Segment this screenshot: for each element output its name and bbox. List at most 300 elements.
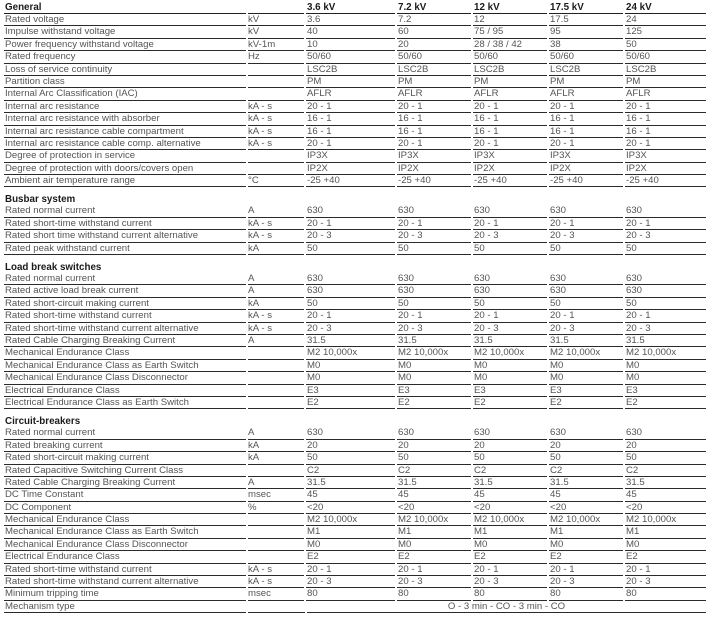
- row-value: -25 +40: [550, 175, 583, 187]
- row-unit: Hz: [248, 51, 260, 63]
- row-value: 20: [550, 439, 561, 451]
- row-value: M1: [550, 526, 564, 538]
- row-label: Rated peak withstand current: [5, 242, 130, 254]
- column-gap: [471, 230, 473, 242]
- column-gap: [395, 76, 397, 88]
- row-value: 31.5: [474, 334, 493, 346]
- column-header-voltage: 3.6 kV: [307, 2, 336, 13]
- column-gap: [471, 465, 473, 477]
- column-gap: [395, 502, 397, 514]
- column-gap: [304, 64, 306, 76]
- column-gap: [547, 76, 549, 88]
- column-gap: [623, 138, 625, 150]
- row-value: 7.2: [398, 14, 412, 25]
- column-gap: [623, 205, 625, 217]
- column-gap: [304, 138, 306, 150]
- row-value: 20 - 3: [398, 576, 423, 588]
- row-value: M1: [474, 526, 488, 538]
- row-value: E2: [474, 551, 486, 563]
- column-gap: [547, 88, 549, 100]
- column-gap: [304, 14, 306, 26]
- column-gap: [547, 514, 549, 526]
- row-unit: kA - s: [248, 230, 272, 242]
- row-value: M0: [550, 538, 564, 550]
- row-value: IP2X: [626, 162, 647, 174]
- row-value: 20 - 1: [550, 310, 575, 322]
- column-gap: [623, 323, 625, 335]
- column-gap: [246, 452, 248, 464]
- column-gap: [246, 243, 248, 255]
- column-gap: [246, 205, 248, 217]
- column-gap: [471, 372, 473, 384]
- column-gap: [471, 126, 473, 138]
- row-value: 20 - 1: [398, 100, 423, 112]
- column-gap: [623, 175, 625, 187]
- row-value: E2: [550, 551, 562, 563]
- row-unit: kA - s: [248, 322, 272, 334]
- column-gap: [246, 335, 248, 347]
- row-value: 20 - 1: [626, 217, 651, 229]
- column-gap: [471, 26, 473, 38]
- row-value: 45: [307, 489, 318, 501]
- column-gap: [304, 576, 306, 588]
- row-label: Electrical Endurance Class as Earth Switch: [5, 396, 189, 408]
- row-value: 20 - 1: [474, 100, 499, 112]
- table-row: [4, 126, 706, 138]
- row-label: Loss of service continuity: [5, 63, 113, 75]
- column-gap: [623, 360, 625, 372]
- row-value: C2: [550, 464, 563, 476]
- column-gap: [471, 477, 473, 489]
- row-value: IP3X: [474, 150, 495, 162]
- column-gap: [471, 489, 473, 501]
- column-gap: [547, 335, 549, 347]
- column-gap: [623, 218, 625, 230]
- row-label: Rated Capacitive Switching Current Class: [5, 464, 184, 476]
- row-value: 20 - 3: [550, 322, 575, 334]
- row-value: M0: [626, 372, 640, 384]
- row-value: 80: [398, 588, 409, 600]
- column-gap: [304, 310, 306, 322]
- row-value: 20 - 1: [307, 137, 332, 149]
- row-value: 630: [550, 427, 567, 439]
- column-gap: [471, 360, 473, 372]
- row-unit: A: [248, 273, 255, 285]
- column-gap: [623, 26, 625, 38]
- section-general: [4, 2, 706, 187]
- column-gap: [305, 601, 307, 613]
- row-value-span: O - 3 min - CO - 3 min - CO: [447, 600, 566, 612]
- column-gap: [246, 298, 248, 310]
- column-gap: [471, 310, 473, 322]
- column-gap: [304, 526, 306, 538]
- column-gap: [547, 539, 549, 551]
- row-value: LSC2B: [626, 63, 657, 75]
- row-value: AFLR: [550, 88, 575, 100]
- column-gap: [623, 489, 625, 501]
- column-gap: [395, 372, 397, 384]
- column-gap: [395, 440, 397, 452]
- row-value: 50: [550, 452, 561, 464]
- row-value: 50: [307, 297, 318, 309]
- table-row: [4, 113, 706, 125]
- row-unit: kA - s: [248, 113, 272, 125]
- row-label: Rated short-time withstand current alternative: [5, 576, 199, 588]
- column-gap: [547, 14, 549, 26]
- row-value: 20 - 1: [398, 310, 423, 322]
- column-gap: [623, 427, 625, 439]
- column-gap: [623, 564, 625, 576]
- row-value: M0: [626, 538, 640, 550]
- column-gap: [246, 502, 248, 514]
- row-value: E2: [626, 551, 638, 563]
- row-value: M1: [307, 526, 321, 538]
- column-gap: [304, 243, 306, 255]
- row-value: M0: [626, 359, 640, 371]
- row-value: PM: [626, 75, 641, 87]
- row-value: M0: [307, 372, 321, 384]
- row-value: 50: [398, 242, 409, 254]
- column-gap: [304, 347, 306, 359]
- column-gap: [304, 230, 306, 242]
- row-value: 20 - 1: [626, 137, 651, 149]
- column-gap: [304, 205, 306, 217]
- row-label: Mechanical Endurance Class Disconnector: [5, 372, 188, 384]
- row-unit: kV: [248, 14, 260, 25]
- column-gap: [246, 51, 248, 63]
- table-row: [4, 273, 706, 285]
- row-value: 630: [550, 285, 567, 297]
- column-gap: [471, 39, 473, 51]
- column-gap: [623, 347, 625, 359]
- column-gap: [547, 163, 549, 175]
- column-gap: [471, 175, 473, 187]
- row-value: 50/60: [307, 51, 332, 63]
- row-value: 20: [626, 439, 637, 451]
- row-value: M0: [550, 372, 564, 384]
- column-gap: [395, 126, 397, 138]
- row-value: -25 +40: [474, 175, 507, 187]
- row-value: 12: [474, 14, 485, 25]
- table-row: [4, 360, 706, 372]
- row-value: 20 - 1: [550, 217, 575, 229]
- column-gap: [246, 360, 248, 372]
- row-unit: °C: [248, 175, 259, 187]
- column-gap: [547, 372, 549, 384]
- column-gap: [246, 601, 248, 613]
- row-value: <20: [307, 501, 324, 513]
- column-gap: [395, 51, 397, 63]
- row-value: 20 - 1: [550, 137, 575, 149]
- column-gap: [471, 564, 473, 576]
- row-value: 20 - 1: [474, 217, 499, 229]
- section-title: Load break switches: [5, 262, 102, 274]
- row-value: M2 10,000x: [626, 514, 677, 526]
- column-gap: [395, 273, 397, 285]
- row-value: 630: [550, 205, 567, 217]
- column-gap: [471, 76, 473, 88]
- table-row: [4, 588, 706, 600]
- column-gap: [246, 88, 248, 100]
- column-gap: [471, 514, 473, 526]
- row-label: Rated normal current: [5, 273, 96, 285]
- row-value: 630: [398, 285, 415, 297]
- row-label: Internal Arc Classification (IAC): [5, 88, 138, 100]
- row-label: Degree of protection with doors/covers open: [5, 162, 194, 174]
- row-value: 45: [550, 489, 561, 501]
- column-gap: [623, 273, 625, 285]
- column-gap: [304, 452, 306, 464]
- column-gap: [246, 551, 248, 563]
- column-gap: [395, 514, 397, 526]
- row-label: Mechanical Endurance Class as Earth Switch: [5, 359, 199, 371]
- column-header-voltage: 12 kV: [474, 2, 500, 13]
- column-gap: [471, 113, 473, 125]
- row-value: 20 - 3: [398, 230, 423, 242]
- column-gap: [547, 477, 549, 489]
- row-value: IP3X: [307, 150, 328, 162]
- row-value: M2 10,000x: [550, 514, 601, 526]
- row-value: 20 - 1: [398, 217, 423, 229]
- row-label: Internal arc resistance cable compartment: [5, 125, 184, 137]
- column-gap: [304, 273, 306, 285]
- column-header-voltage: 7.2 kV: [398, 2, 427, 13]
- section-title: General: [5, 2, 42, 13]
- row-value: 20 - 1: [398, 137, 423, 149]
- column-gap: [471, 397, 473, 409]
- column-gap: [471, 502, 473, 514]
- column-gap: [246, 150, 248, 162]
- row-unit: A: [248, 205, 255, 217]
- column-gap: [471, 273, 473, 285]
- column-gap: [623, 285, 625, 297]
- column-gap: [471, 243, 473, 255]
- column-gap: [304, 440, 306, 452]
- row-value: 50/60: [626, 51, 651, 63]
- row-label: Rated short-circuit making current: [5, 297, 149, 309]
- column-gap: [623, 514, 625, 526]
- column-gap: [471, 14, 473, 26]
- table-row: [4, 489, 706, 501]
- row-label: Rated active load break current: [5, 285, 139, 297]
- column-gap: [304, 588, 306, 600]
- row-label: Partition class: [5, 75, 65, 87]
- row-value: 630: [307, 273, 324, 285]
- column-gap: [395, 360, 397, 372]
- column-gap: [471, 440, 473, 452]
- column-gap: [395, 385, 397, 397]
- column-gap: [395, 452, 397, 464]
- column-gap: [623, 385, 625, 397]
- column-gap: [547, 323, 549, 335]
- column-gap: [246, 39, 248, 51]
- section-title: Busbar system: [5, 194, 76, 206]
- table-row: [4, 243, 706, 255]
- row-value: 10: [307, 38, 318, 50]
- column-gap: [471, 64, 473, 76]
- row-value: M0: [398, 372, 412, 384]
- row-unit: kV: [248, 26, 260, 38]
- column-gap: [471, 138, 473, 150]
- row-value: IP2X: [398, 162, 419, 174]
- row-value: 20 - 1: [626, 310, 651, 322]
- column-gap: [246, 397, 248, 409]
- column-gap: [395, 88, 397, 100]
- row-unit: kA - s: [248, 137, 272, 149]
- row-value: 31.5: [550, 334, 569, 346]
- row-value: 20 - 1: [550, 100, 575, 112]
- table-row: [4, 551, 706, 563]
- table-row: [4, 601, 706, 613]
- row-value: 630: [398, 427, 415, 439]
- table-row: [4, 514, 706, 526]
- column-gap: [623, 335, 625, 347]
- column-gap: [246, 372, 248, 384]
- row-unit: kA: [248, 297, 260, 309]
- column-gap: [304, 360, 306, 372]
- column-gap: [623, 440, 625, 452]
- row-label: Mechanical Endurance Class as Earth Switch: [5, 526, 199, 538]
- column-gap: [395, 489, 397, 501]
- column-gap: [623, 163, 625, 175]
- row-value: PM: [307, 75, 322, 87]
- column-gap: [395, 230, 397, 242]
- row-label: Rated normal current: [5, 205, 96, 217]
- row-label: Rated breaking current: [5, 439, 103, 451]
- column-gap: [395, 298, 397, 310]
- column-gap: [395, 243, 397, 255]
- row-value: 630: [398, 205, 415, 217]
- row-value: 38: [550, 38, 561, 50]
- table-row: [4, 218, 706, 230]
- column-gap: [246, 564, 248, 576]
- row-value: 45: [626, 489, 637, 501]
- column-gap: [471, 51, 473, 63]
- column-gap: [547, 489, 549, 501]
- column-gap: [246, 26, 248, 38]
- row-value: M0: [398, 359, 412, 371]
- column-gap: [246, 427, 248, 439]
- column-gap: [471, 323, 473, 335]
- column-gap: [304, 564, 306, 576]
- column-gap: [623, 502, 625, 514]
- row-value: IP2X: [550, 162, 571, 174]
- row-value: 630: [474, 285, 491, 297]
- column-gap: [395, 588, 397, 600]
- column-gap: [395, 323, 397, 335]
- column-gap: [547, 138, 549, 150]
- column-gap: [395, 39, 397, 51]
- column-gap: [471, 285, 473, 297]
- row-value: 50: [626, 38, 637, 50]
- row-value: M2 10,000x: [474, 347, 525, 359]
- table-row: [4, 347, 706, 359]
- row-label: Minimum tripping time: [5, 588, 99, 600]
- row-label: Rated Cable Charging Breaking Current: [5, 334, 176, 346]
- row-unit: kA - s: [248, 100, 272, 112]
- row-value: 80: [550, 588, 561, 600]
- column-gap: [547, 39, 549, 51]
- column-gap: [395, 113, 397, 125]
- table-row: [4, 427, 706, 439]
- row-value: 20 - 3: [550, 576, 575, 588]
- row-value: 80: [626, 588, 637, 600]
- row-value: 50: [307, 452, 318, 464]
- row-value: 20 - 1: [307, 563, 332, 575]
- row-value: 50: [474, 297, 485, 309]
- column-gap: [623, 397, 625, 409]
- row-unit: kA - s: [248, 576, 272, 588]
- column-gap: [395, 397, 397, 409]
- row-value: 45: [398, 489, 409, 501]
- row-value: 17.5: [550, 14, 569, 25]
- column-gap: [623, 101, 625, 113]
- column-gap: [246, 285, 248, 297]
- column-gap: [623, 76, 625, 88]
- row-value: -25 +40: [398, 175, 431, 187]
- column-gap: [395, 64, 397, 76]
- section-load-break-switches: [4, 262, 706, 409]
- column-gap: [304, 101, 306, 113]
- column-gap: [547, 113, 549, 125]
- column-gap: [395, 564, 397, 576]
- row-label: Rated normal current: [5, 427, 96, 439]
- column-gap: [623, 539, 625, 551]
- row-value: IP3X: [626, 150, 647, 162]
- row-value: 20 - 1: [474, 563, 499, 575]
- column-gap: [304, 150, 306, 162]
- row-value: 50: [626, 242, 637, 254]
- column-gap: [547, 397, 549, 409]
- row-value: <20: [550, 501, 567, 513]
- row-unit: msec: [248, 588, 271, 600]
- column-gap: [395, 163, 397, 175]
- row-value: 20 - 3: [398, 322, 423, 334]
- row-label: Mechanical Endurance Class: [5, 347, 130, 359]
- column-gap: [623, 452, 625, 464]
- column-gap: [246, 273, 248, 285]
- column-gap: [304, 285, 306, 297]
- row-value: 50: [398, 297, 409, 309]
- column-gap: [471, 150, 473, 162]
- row-value: 80: [307, 588, 318, 600]
- column-gap: [395, 150, 397, 162]
- row-value: 50: [550, 242, 561, 254]
- column-gap: [547, 551, 549, 563]
- row-label: Rated short-time withstand current: [5, 217, 152, 229]
- row-value: 20 - 3: [626, 576, 651, 588]
- row-value: M0: [474, 372, 488, 384]
- column-gap: [246, 175, 248, 187]
- column-gap: [395, 539, 397, 551]
- column-gap: [246, 126, 248, 138]
- row-value: 20 - 3: [307, 230, 332, 242]
- row-value: 16 - 1: [550, 125, 575, 137]
- column-gap: [304, 465, 306, 477]
- column-gap: [246, 101, 248, 113]
- row-value: M2 10,000x: [398, 347, 449, 359]
- row-value: PM: [550, 75, 565, 87]
- row-value: 630: [398, 273, 415, 285]
- row-value: 50: [626, 297, 637, 309]
- column-gap: [623, 39, 625, 51]
- row-label: DC Time Constant: [5, 489, 84, 501]
- table-row: [4, 101, 706, 113]
- column-gap: [471, 551, 473, 563]
- row-label: Ambient air temperature range: [5, 175, 136, 187]
- column-gap: [395, 14, 397, 26]
- table-row: [4, 385, 706, 397]
